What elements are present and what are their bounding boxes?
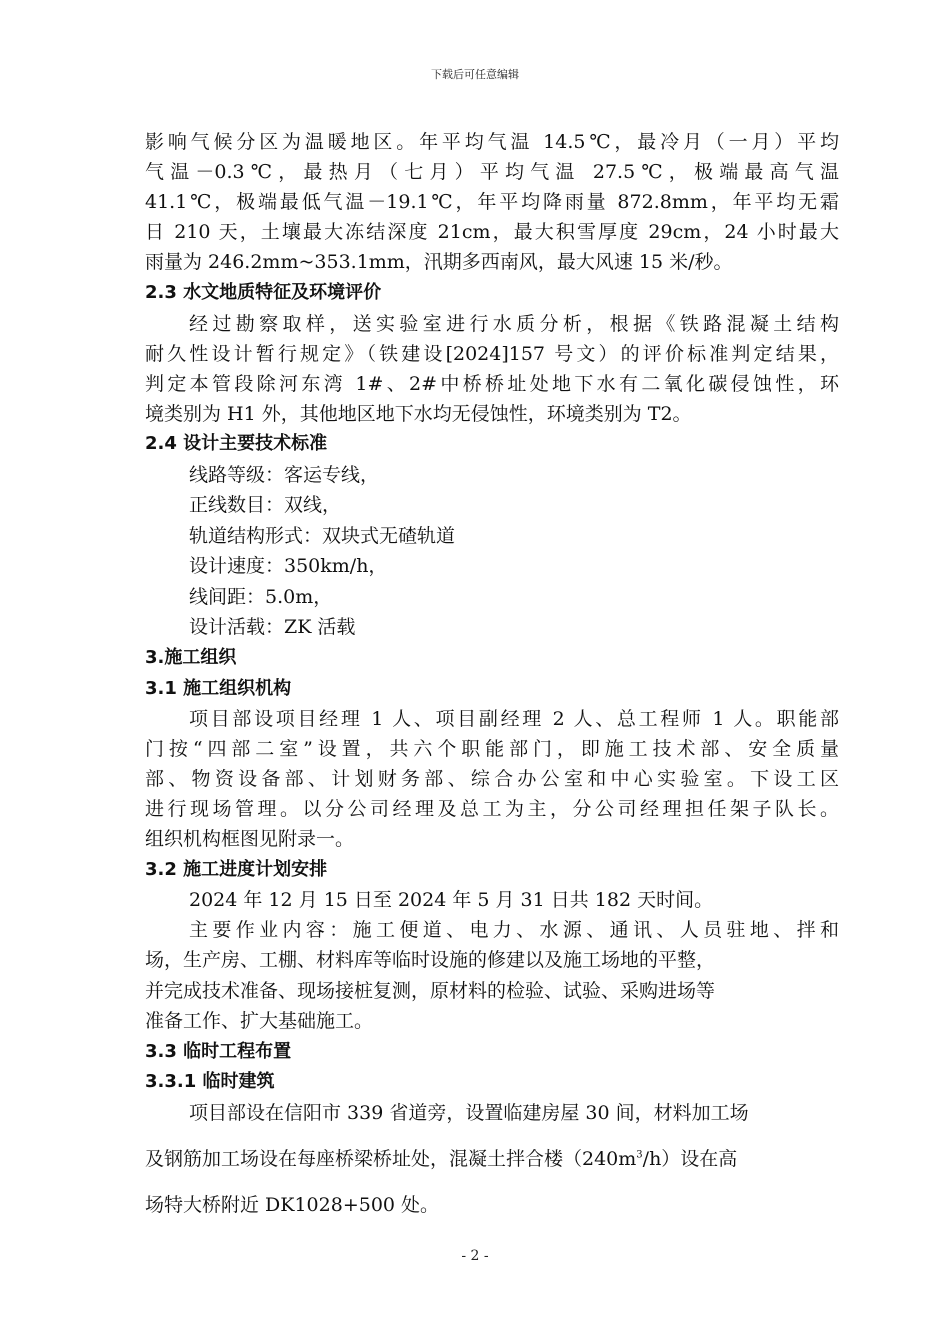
temp-line-1: 项目部设在信阳市 339 省道旁，设置临建房屋 30 间，材料加工场 — [189, 1102, 749, 1124]
section-heading-2-3: 2.3 水文地质特征及环境评价 — [145, 282, 382, 303]
org-line-1: 项目部设项目经理 1 人、项目副经理 2 人、总工程师 1 人。职能部 — [189, 708, 839, 730]
section-heading-3-2: 3.2 施工进度计划安排 — [145, 859, 328, 880]
hydro-line-2: 耐久性设计暂行规定》（铁建设[2024]157 号文）的评价标准判定结果， — [145, 343, 839, 365]
schedule-line: 2024 年 12 月 15 日至 2024 年 5 月 31 日共 182 天时间。 — [189, 889, 714, 911]
temp-line-2 — [145, 1147, 737, 1171]
temp-line-2-tail: /h）设在高 — [642, 1148, 738, 1170]
hydro-line-4: 境类别为 H1 外，其他地区地下水均无侵蚀性，环境类别为 T2。 — [145, 403, 692, 425]
page-number: - 2 - — [461, 1248, 489, 1264]
temp-line-2-text: 及钢筋加工场设在每座桥梁桥址处，混凝土拌合楼（240m — [145, 1148, 637, 1170]
hydro-line-1: 经过勘察取样，送实验室进行水质分析，根据《铁路混凝土结构 — [189, 313, 839, 335]
standard-item: 轨道结构形式：双块式无碴轨道 — [189, 525, 456, 547]
section-heading-3-3-1: 3.3.1 临时建筑 — [145, 1071, 275, 1092]
standard-item: 线间距：5.0m， — [189, 586, 333, 608]
standard-item: 正线数目：双线， — [189, 494, 342, 516]
standard-item: 线路等级：客运专线， — [189, 464, 380, 486]
org-line-2: 门按“四部二室”设置，共六个职能部门，即施工技术部、安全质量 — [145, 738, 839, 760]
climate-line-2: 气温－0.3℃，最热月（七月）平均气温 27.5℃，极端最高气温 — [145, 161, 839, 183]
section-heading-2-4: 2.4 设计主要技术标准 — [145, 433, 328, 454]
hydro-line-3: 判定本管段除河东湾 1#、2#中桥桥址处地下水有二氧化碳侵蚀性，环 — [145, 373, 839, 395]
org-line-3: 部、物资设备部、计划财务部、综合办公室和中心实验室。下设工区 — [145, 768, 839, 790]
climate-line-4: 日 210 天，土壤最大冻结深度 21cm，最大积雪厚度 29cm，24 小时最大 — [145, 221, 839, 243]
standard-item: 设计速度：350km/h， — [189, 555, 388, 577]
superscript-unit: 3 — [636, 1149, 643, 1161]
org-line-5: 组织机构框图见附录一。 — [145, 828, 355, 850]
org-line-4: 进行现场管理。以分公司经理及总工为主，分公司经理担任架子队长。 — [145, 798, 839, 820]
work-line-3: 并完成技术准备、现场接桩复测，原材料的检验、试验、采购进场等 — [145, 980, 716, 1002]
section-heading-3: 3.施工组织 — [145, 647, 237, 668]
climate-line-3: 41.1℃，极端最低气温－19.1℃，年平均降雨量 872.8mm，年平均无霜 — [145, 191, 839, 213]
work-line-2: 场，生产房、工棚、材料库等临时设施的修建以及施工场地的平整， — [145, 949, 716, 971]
temp-line-3: 场特大桥附近 DK1028+500 处。 — [145, 1194, 440, 1216]
section-heading-3-1: 3.1 施工组织机构 — [145, 678, 292, 699]
work-line-1: 主要作业内容：施工便道、电力、水源、通讯、人员驻地、拌和 — [189, 919, 839, 941]
work-line-4: 准备工作、扩大基础施工。 — [145, 1010, 374, 1032]
page-header: 下载后可任意编辑 — [431, 68, 519, 81]
climate-line-1: 影响气候分区为温暖地区。年平均气温 14.5℃，最冷月（一月）平均 — [145, 131, 839, 153]
section-heading-3-3: 3.3 临时工程布置 — [145, 1041, 292, 1062]
climate-line-5: 雨量为 246.2mm~353.1mm，汛期多西南风，最大风速 15 米/秒。 — [145, 251, 733, 273]
standard-item: 设计活载：ZK 活载 — [189, 616, 356, 638]
